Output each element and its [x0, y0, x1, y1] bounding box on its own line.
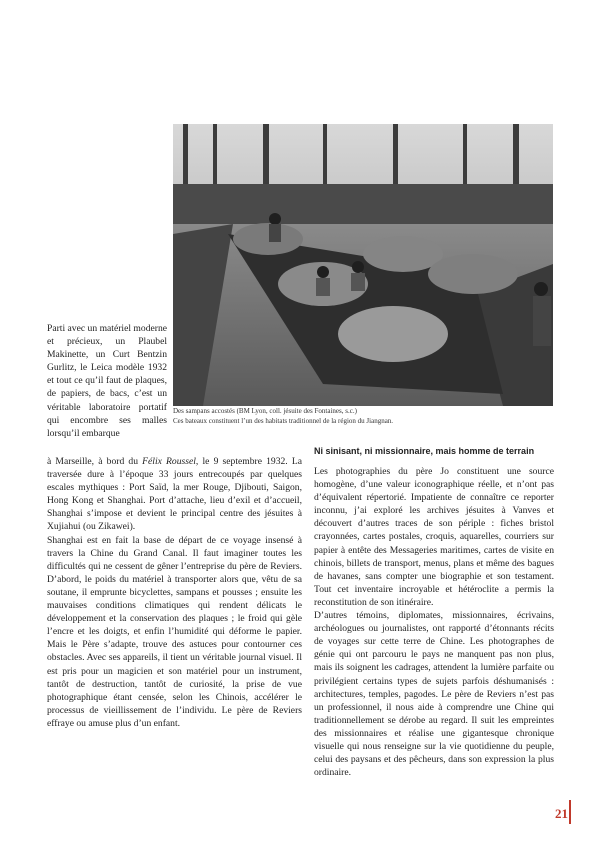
caption-line-2: Ces bateaux constituent l’un des habitats traditionnel de la région du Jiangnan. [173, 417, 394, 425]
page-number-bar [569, 800, 571, 824]
left-paragraph-2: Shanghai est en fait la base de départ de ce voyage insensé à travers la Chine du Grand Canal. Il faut imaginer toutes les difficultés qui ne cessent de gêner l’entreprise du père de Reviers. D’abord, le poids du matériel à transporter alors que, vêtu de sa soutane, il emprunte bicyclettes, sampans et pousses ; ensuite les mauvaises conditions climatiques qui rendent délicats le développement et la conservation des plaques ; le froid qui gèle l’encre et les doigts, et enfin l’humidité qui déforme le papier. Mais le Père s’adapte, trouve des astuces pour contourner ces obstacles. Avec ses appareils, il tient un véritable journal visuel. Il est pris pour un magicien et son matériel pour un instrument, tantôt de destruction, tantôt de curiosité, la prise de vue photographique étant censée, selon les Chinois, accélérer le processus de vieillissement de l’individu. Le père de Reviers effraye ou amuse plus d’un enfant. [47, 534, 302, 729]
ship-name: Félix Roussel [142, 456, 196, 467]
photo-caption [173, 406, 553, 426]
section-heading: Ni sinisant, ni missionnaire, mais homme de terrain [314, 446, 535, 456]
intro-paragraph: Parti avec un matériel moderne et précieux, un Plaubel Makinette, un Curt Bentzin Gurlitz, le Leica modèle 1932 et tout ce qu’il faut de plaques, de papiers, de bacs, c’est un véritable laboratoire portatif qui encombre ses malles lorsqu’il embarque [47, 323, 167, 439]
right-column [314, 465, 554, 779]
sampans-photo-illustration [173, 124, 553, 406]
right-paragraph-1: Les photographies du père Jo constituent une source homogène, d’une valeur iconographique réelle, et n’ont pas d’équivalent répertorié. Impatiente de connaître ce reporter inconnu, j’ai exploré les archives jésuites à Vanves et découvert d’autres traces de son périple : fiches bristol crayonnées, cartes postales, croquis, aquarelles, courriers sur papier à entête des Messageries maritimes, cartes de visite en chinois, billets de transport, menus, plans et même des bagues de havanes, sans compter une biographie et son testament. Tout cet inventaire incroyable et hétéroclite a permis la reconstitution de son itinéraire. [314, 466, 554, 608]
sampans-photo [173, 124, 553, 406]
right-paragraph-2: D’autres témoins, diplomates, missionnaires, écrivains, archéologues ou journalistes, ont rapporté d’étonnants récits de voyages sur cette terre de Chine. Les photographes de génie qui ont parcouru le pays ne manquent pas non plus, mais ils soignent les cadrages, attendent la lumière parfaite ou privilégient certains types de sujets parfois déshumanisés : architectures, temples, pagodes. Le père de Reviers n’est pas un professionnel, il nous aide à comprendre une Chine qui traditionnellement se dérobe au regard. Il suit les empreintes des missionnaires et réalise une gigantesque chronique visuelle qui nous renseigne sur la vie quotidienne du peuple, celui des paysans et des pêcheurs, dans son expression la plus ordinaire. [314, 610, 554, 779]
left-column [47, 455, 302, 730]
caption-line-1: Des sampans accostés (BM Lyon, coll. jésuite des Fontaines, s.c.) [173, 407, 357, 415]
left-p1-start: à Marseille, à bord du [47, 456, 143, 467]
left-paragraph-1 [47, 455, 302, 534]
left-p1-end: , le 9 septembre 1932. La traversée dure à l’époque 33 jours entrecoupés par quelques escales mythiques : Port Saïd, la mer Rouge, Djibouti, Saigon, Hong Kong et Shanghai. Port d’attache, lieu d’exil et d’accueil, Shanghai s’impose et devient le principal centre des jésuites à Xujiahui (ou Zikawei). [47, 456, 302, 533]
page-number: 21 [555, 806, 568, 821]
